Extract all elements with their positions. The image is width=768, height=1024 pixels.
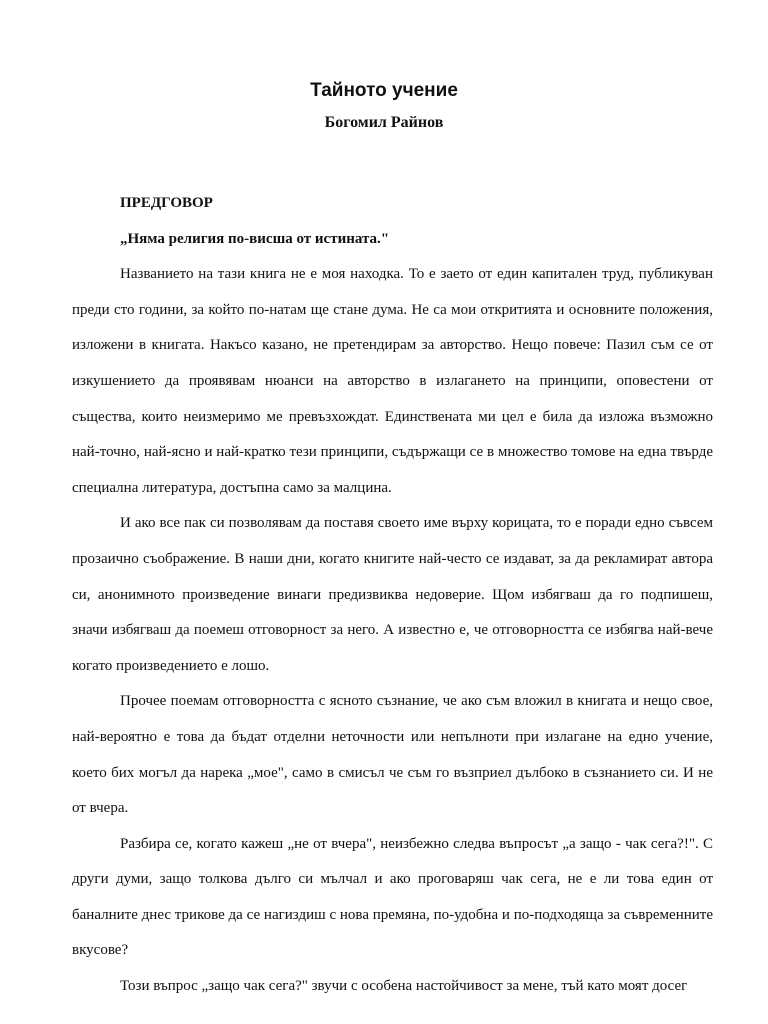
epigraph: „Няма религия по-висша от истината." bbox=[120, 230, 390, 247]
paragraph: Този въпрос „защо чак сега?" звучи с особена настойчивост за мене, тъй като моят досег bbox=[120, 978, 688, 995]
paragraph: И ако все пак си позволявам да поставя своето име върху корицата, то е поради едно съвсем прозаично съображение. В наши дни, когато книгите най-често се издават, за да рекламират автора си, анонимното произведение винаги предизвиква недоверие. Щом избягваш да го подпишеш, значи избягваш да поемеш отговорност за него. А известно е, че отговорността се избягва най-вече когато произведението е лошо. bbox=[72, 515, 713, 674]
paragraph: Названието на тази книга не е моя находка. То е заето от един капитален труд, публикуван преди сто години, за който по-натам ще стане дума. Не са мои откритията и основните положения, изложени в книгата. Накъсо казано, не претендирам за авторство. Нещо повече: Пазил съм се от изкушението да проявявам нюанси на авторство в излагането на принципи, оповестени от същества, които неизмеримо ме превъзхождат. Единствената ми цел е била да изложа възможно най-точно, най-ясно и най-кратко тези принципи, съдържащи се в множество томове на една твърде специална литература, достъпна само за малцина. bbox=[72, 266, 713, 496]
document-title: Тайното учение bbox=[310, 80, 458, 101]
paragraph: Разбира се, когато кажеш „не от вчера", неизбежно следва въпросът „а защо - чак сега?!". С други думи, защо толкова дълго си мълчал и ако проговаряш чак сега, не е ли това един от баналните днес трикове да се нагиздиш с нова премяна, по-удобна и по-подходяща за съвременните вкусове? bbox=[72, 835, 713, 959]
paragraph: Прочее поемам отговорността с ясното съзнание, че ако съм вложил в книгата и нещо свое, най-вероятно е това да бъдат отделни неточности или непълноти при излагане на едно учение, което бих могъл да нарека „мое", само в смисъл че съм го възприел дълбоко в съзнанието си. И не от вчера. bbox=[72, 693, 713, 817]
document-author: Богомил Райнов bbox=[324, 114, 444, 131]
section-heading: ПРЕДГОВОР bbox=[120, 195, 213, 211]
document-body bbox=[72, 186, 713, 1005]
